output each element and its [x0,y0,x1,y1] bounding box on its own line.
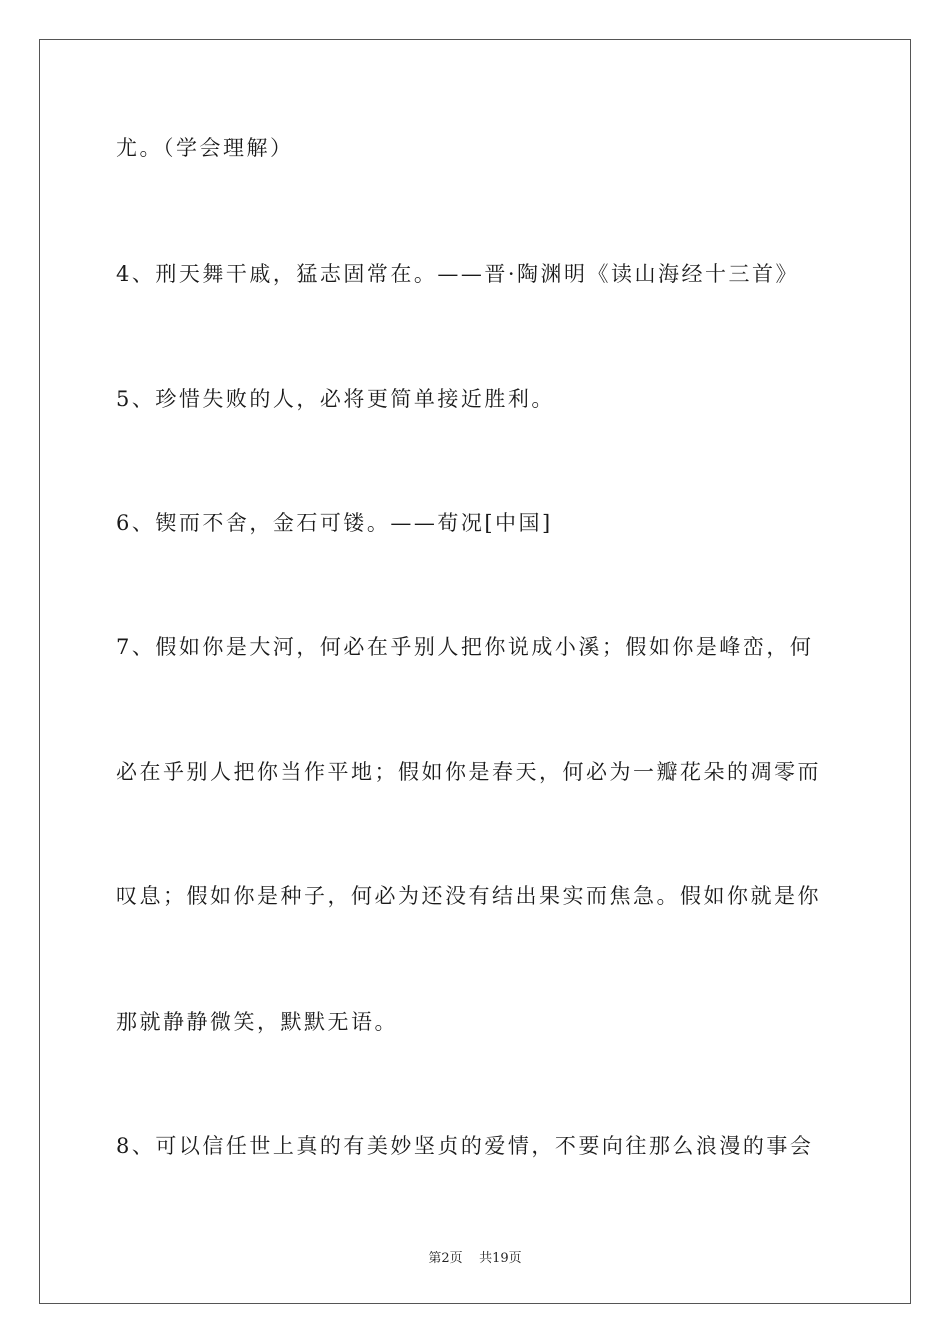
page-border [39,39,911,1304]
text-line-2: 4、刑天舞干戚，猛志固常在。——晋·陶渊明《读山海经十三首》 [116,262,800,286]
page-total: 共19页 [479,1251,522,1266]
text-line-9: 8、可以信任世上真的有美妙坚贞的爱情，不要向往那么浪漫的事会 [116,1134,814,1158]
text-line-7: 叹息；假如你是种子，何必为还没有结出果实而焦急。假如你就是你 [116,884,821,908]
text-line-4: 6、锲而不舍，金石可镂。——荀况[中国] [116,511,553,535]
page-number: 第2页 [428,1251,463,1266]
text-line-8: 那就静静微笑，默默无语。 [116,1010,398,1034]
text-line-3: 5、珍惜失败的人，必将更简单接近胜利。 [116,387,555,411]
text-line-6: 必在乎别人把你当作平地；假如你是春天，何必为一瓣花朵的凋零而 [116,760,821,784]
page-footer [0,1247,950,1266]
text-line-5: 7、假如你是大河，何必在乎别人把你说成小溪；假如你是峰峦，何 [116,635,814,659]
text-line-1: 尤。（学会理解） [116,136,294,160]
